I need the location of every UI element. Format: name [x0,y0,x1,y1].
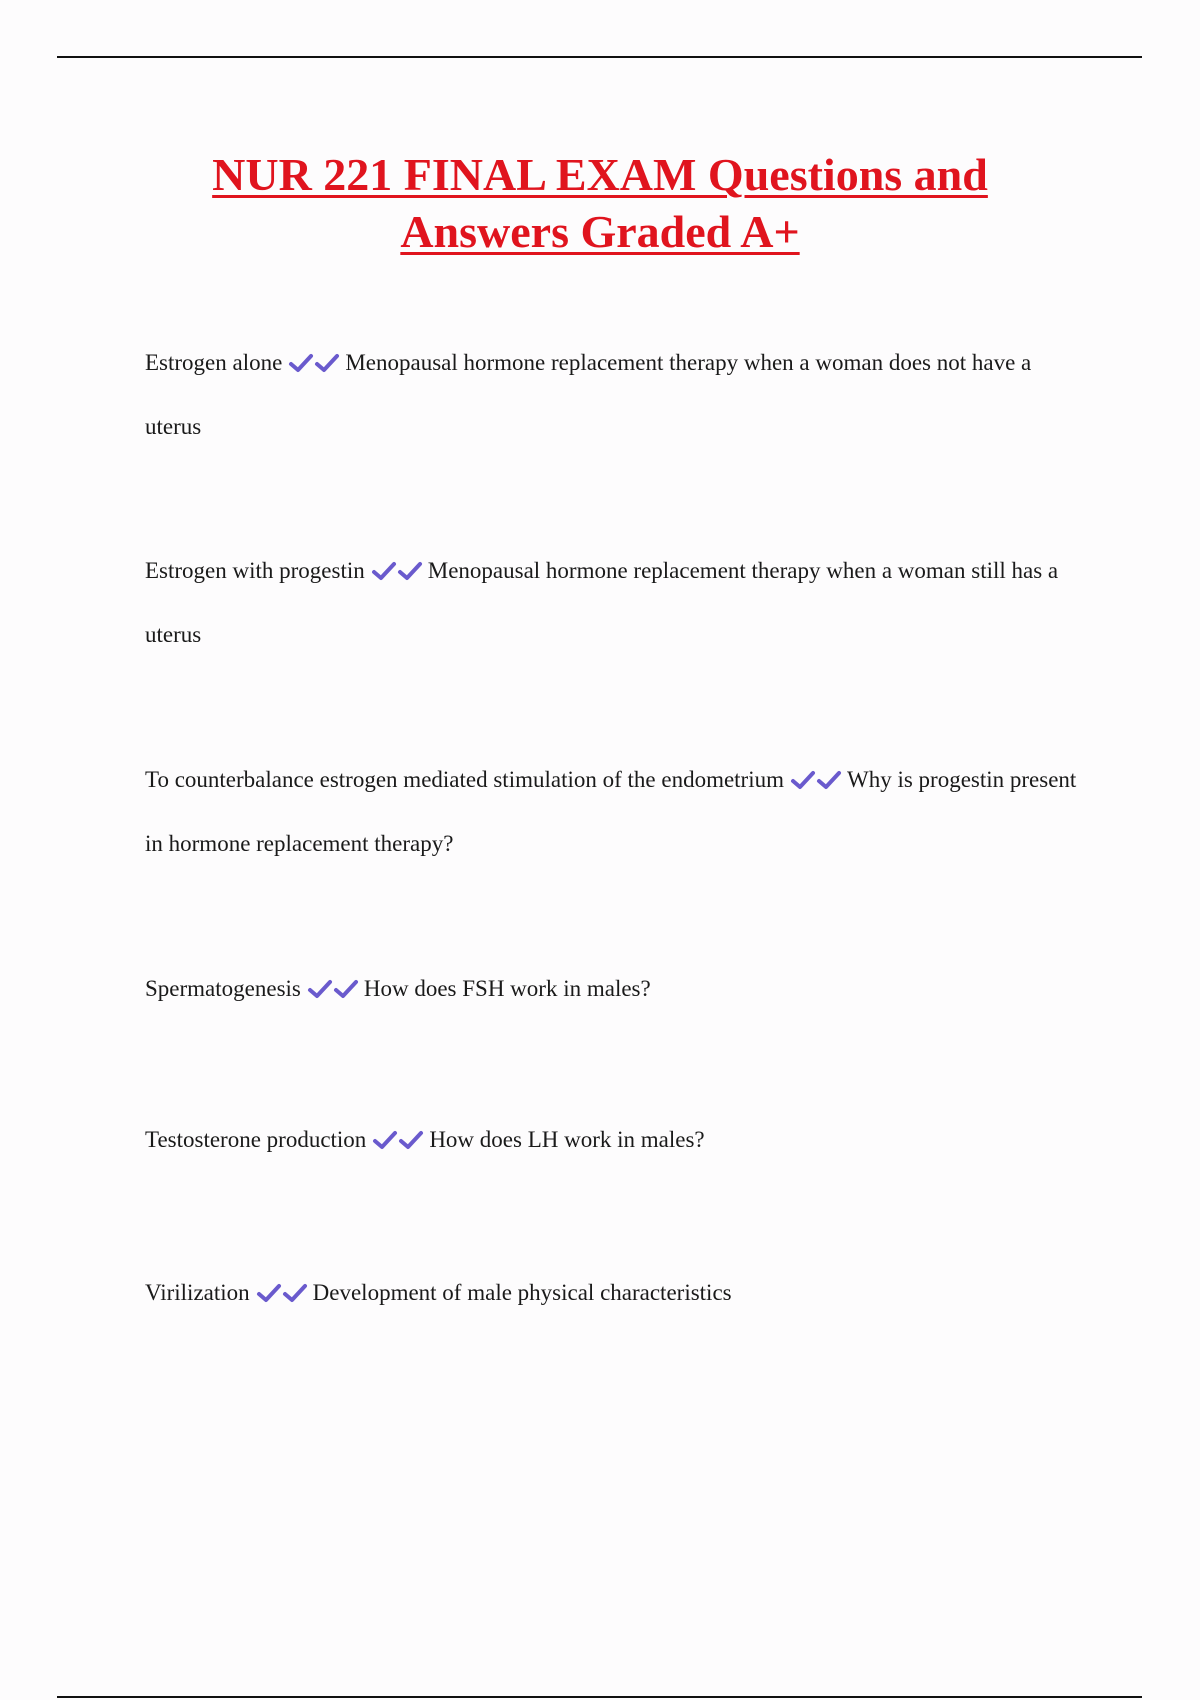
qa-definition: How does LH work in males? [429,1127,705,1152]
qa-definition: Development of male physical characteristics [312,1280,732,1305]
title-line-1: NUR 221 FINAL EXAM Questions and [212,149,988,200]
double-check-icon [288,335,340,396]
double-check-icon [371,543,423,604]
qa-item [145,332,1090,457]
qa-term: Estrogen alone [145,350,283,375]
qa-definition: How does FSH work in males? [363,976,651,1001]
qa-term: Spermatogenesis [145,976,301,1001]
qa-item [145,749,1090,874]
qa-item [145,1262,1090,1326]
qa-item [145,958,1090,1022]
bottom-rule [57,1696,1142,1698]
top-rule [57,56,1142,58]
qa-definition: Menopausal hormone replacement therapy when a woman still has a uterus [145,558,1059,647]
qa-definition: Why is progestin present in hormone replacement therapy? [145,767,1077,856]
qa-term: To counterbalance estrogen mediated stimulation of the endometrium [145,767,784,792]
qa-item [145,540,1090,665]
page-title [100,146,1100,260]
qa-term: Testosterone production [145,1127,367,1152]
double-check-icon [372,1112,424,1173]
qa-term: Estrogen with progestin [145,558,365,583]
double-check-icon [307,961,359,1022]
qa-term: Virilization [145,1280,250,1305]
title-line-2: Answers Graded A+ [400,206,800,257]
double-check-icon [256,1265,308,1326]
qa-definition: Menopausal hormone replacement therapy when a woman does not have a uterus [145,350,1032,439]
double-check-icon [790,752,842,813]
qa-item [145,1109,1090,1173]
